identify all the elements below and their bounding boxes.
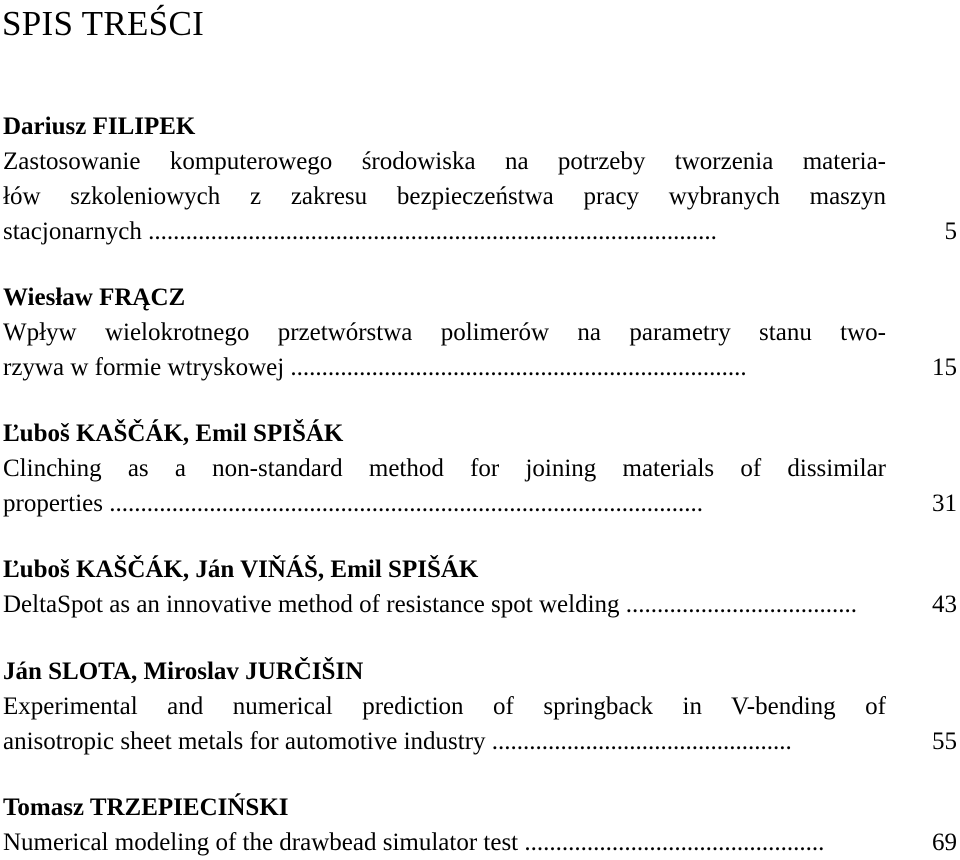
entry-title-line: Clinching as a non-standard method for joining materials of dissimilar	[3, 455, 886, 482]
toc-entry	[3, 417, 960, 521]
entry-title-line: Numerical modeling of the drawbead simulator test ................................................	[3, 829, 825, 856]
entry-title-line: Experimental and numerical prediction of springback in V-bending of	[3, 693, 886, 720]
entry-page-number: 55	[932, 728, 957, 755]
entry-title-line: Zastosowanie komputerowego środowiska na potrzeby tworzenia materia-	[3, 148, 886, 175]
entry-page-number: 43	[932, 591, 957, 618]
toc-entry	[3, 281, 960, 385]
entry-title-line: rzywa w formie wtryskowej .........................................................................	[3, 354, 747, 381]
entry-authors: Tomasz TRZEPIECIŃSKI	[3, 794, 289, 821]
entry-authors: Ľuboš KAŠČÁK, Emil SPIŠÁK	[3, 420, 344, 447]
toc-entry	[3, 791, 960, 860]
toc-entry	[3, 110, 960, 249]
entry-authors: Dariusz FILIPEK	[3, 113, 196, 140]
entry-page-number: 5	[944, 218, 957, 245]
toc-entry	[3, 655, 960, 759]
entry-page-number: 15	[932, 354, 957, 381]
entry-authors: Ján SLOTA, Miroslav JURČIŠIN	[3, 658, 364, 685]
entry-title-line: DeltaSpot as an innovative method of resistance spot welding .....................................	[3, 591, 858, 618]
entry-title-line: Wpływ wielokrotnego przetwórstwa polimerów na parametry stanu two-	[3, 319, 886, 346]
entry-title-line: properties ...............................................................................................	[3, 490, 703, 517]
entry-page-number: 69	[932, 829, 957, 856]
toc-entry	[3, 553, 960, 622]
entry-title-line: stacjonarnych ...........................................................................................	[3, 218, 717, 245]
page-title: SPIS TREŚCI	[2, 4, 205, 43]
entry-authors: Ľuboš KAŠČÁK, Ján VIŇÁŠ, Emil SPIŠÁK	[3, 556, 479, 583]
entry-page-number: 31	[932, 490, 957, 517]
entry-title-line: łów szkoleniowych z zakresu bezpieczeństwa pracy wybranych maszyn	[3, 183, 886, 210]
entry-title-line: anisotropic sheet metals for automotive industry ................................................	[3, 728, 792, 755]
entry-authors: Wiesław FRĄCZ	[3, 284, 186, 311]
